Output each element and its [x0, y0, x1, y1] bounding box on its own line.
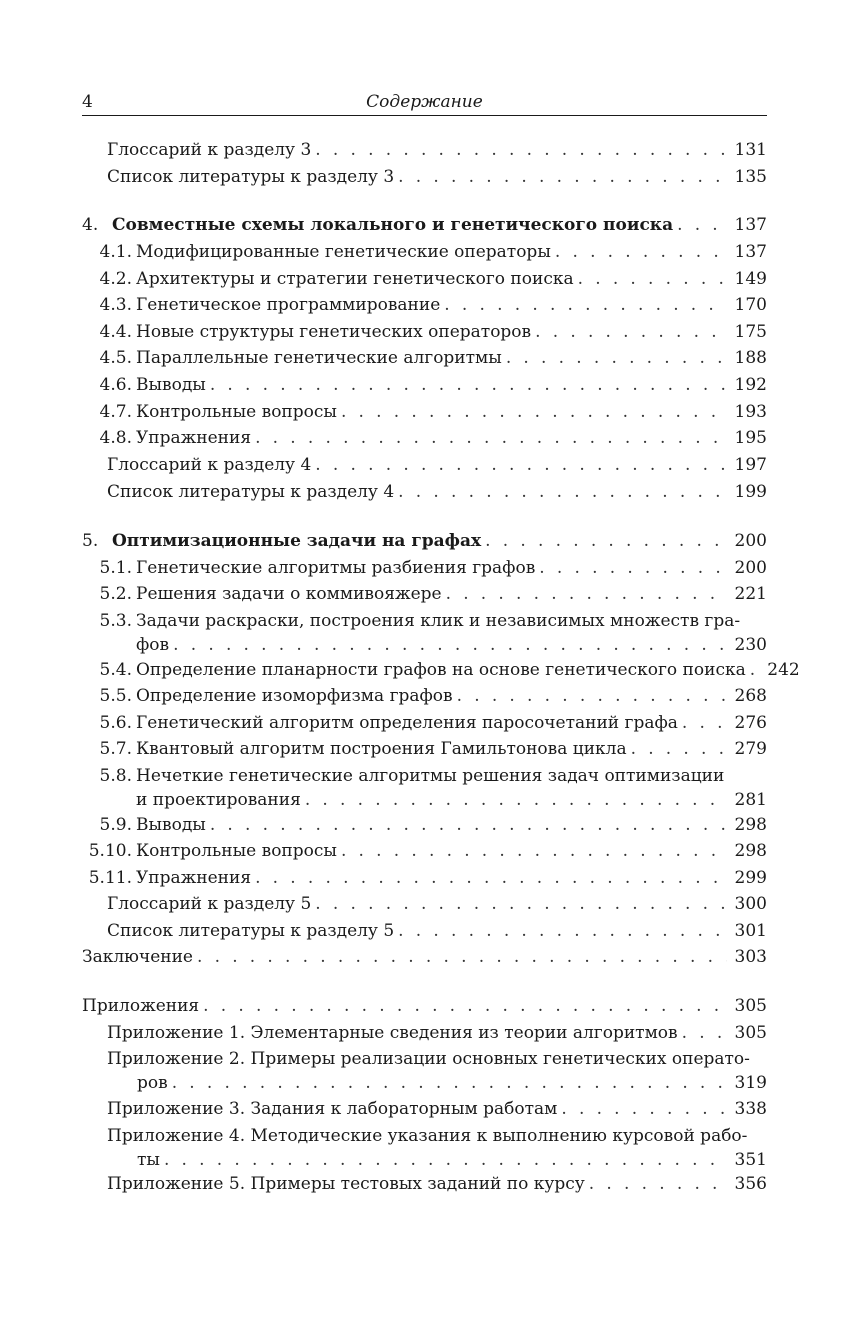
- toc-entry-title: Квантовый алгоритм построения Гамильтонова цикла: [136, 739, 627, 759]
- toc-entry-title: Глоссарий к разделу 3: [107, 140, 312, 160]
- toc-entry-5-4[interactable]: [82, 658, 800, 682]
- toc-page-number: 188: [734, 348, 767, 368]
- header-rule: [82, 115, 767, 116]
- toc-entry-title: Совместные схемы локального и генетического поиска: [112, 215, 674, 235]
- toc-section-number: 5.4.: [99, 660, 132, 680]
- toc-page-number: 298: [734, 841, 767, 861]
- toc-entry-references-5[interactable]: [82, 919, 767, 943]
- toc-entry-appendix-2[interactable]: [82, 1047, 767, 1097]
- toc-entry-title: ров: [137, 1073, 168, 1093]
- toc-entry-5-5[interactable]: [82, 684, 767, 708]
- toc-entry-glossary-4[interactable]: [82, 453, 767, 477]
- leader-dots: [485, 529, 727, 553]
- toc-entry-title: Выводы: [136, 375, 206, 395]
- toc-section-number: 5.8.: [99, 766, 132, 786]
- leader-dots: [305, 788, 727, 812]
- toc-entry-appendix-3[interactable]: [82, 1097, 767, 1121]
- toc-entry-4-4[interactable]: [82, 320, 767, 344]
- toc-entry-title: Архитектуры и стратегии генетического поиска: [136, 269, 574, 289]
- toc-entry-glossary-3[interactable]: [82, 138, 767, 162]
- toc-chapter-4[interactable]: [82, 213, 767, 237]
- leader-dots: [398, 165, 727, 189]
- toc-page-number: 356: [734, 1174, 767, 1194]
- page-number: 4: [82, 92, 93, 112]
- leader-dots: [173, 633, 727, 657]
- toc-page-number: 137: [734, 242, 767, 262]
- toc-entry-5-8[interactable]: [82, 764, 767, 814]
- toc-section-number: 4.6.: [99, 375, 132, 395]
- toc-entry-5-7[interactable]: [82, 737, 767, 761]
- toc-entry-title: Приложение 1. Элементарные сведения из теории алгоритмов: [107, 1023, 678, 1043]
- toc-entry-title: Нечеткие генетические алгоритмы решения задач оптимизации: [136, 766, 725, 786]
- toc-section-number: 4.1.: [99, 242, 132, 262]
- toc-entry-title: Задачи раскраски, построения клик и независимых множеств гра-: [136, 611, 741, 631]
- toc-entry-title: Глоссарий к разделу 5: [107, 894, 312, 914]
- toc-page-number: 299: [734, 868, 767, 888]
- leader-dots: [172, 1071, 727, 1095]
- toc-entry-title: Параллельные генетические алгоритмы: [136, 348, 502, 368]
- toc-section-number: 4.4.: [99, 322, 132, 342]
- toc-entry-title: Генетическое программирование: [136, 295, 441, 315]
- toc-entry-4-7[interactable]: [82, 400, 767, 424]
- toc-entry-5-1[interactable]: [82, 556, 767, 580]
- toc-page-number: 300: [734, 894, 767, 914]
- toc-page-number: 199: [734, 482, 767, 502]
- toc-section-number: 5.5.: [99, 686, 132, 706]
- leader-dots: [535, 320, 727, 344]
- toc-entry-4-8[interactable]: [82, 426, 767, 450]
- toc-section-number: 5.10.: [88, 841, 132, 861]
- toc-section-number: 4.3.: [99, 295, 132, 315]
- toc-entry-4-6[interactable]: [82, 373, 767, 397]
- toc-entry-appendix-5[interactable]: [82, 1172, 767, 1196]
- toc-entry-title: Новые структуры генетических операторов: [136, 322, 532, 342]
- toc-entry-title: Генетический алгоритм определения паросочетаний графа: [136, 713, 678, 733]
- toc-section-number: 4.7.: [99, 402, 132, 422]
- toc-page-number: 305: [734, 996, 767, 1016]
- toc-entry-title: Список литературы к разделу 5: [107, 921, 395, 941]
- toc-page-number: 338: [734, 1099, 767, 1119]
- leader-dots: [341, 839, 727, 863]
- toc-section-number: 5.11.: [88, 868, 132, 888]
- toc-page-number: 131: [734, 140, 767, 160]
- leader-dots: [315, 892, 727, 916]
- toc-page-number: 298: [734, 815, 767, 835]
- leader-dots: [682, 1021, 727, 1045]
- running-header: [82, 92, 767, 116]
- leader-dots: [750, 658, 760, 682]
- leader-dots: [677, 213, 727, 237]
- leader-dots: [255, 426, 727, 450]
- leader-dots: [631, 737, 727, 761]
- leader-dots: [446, 582, 727, 606]
- toc-section-number: 4.: [82, 215, 99, 235]
- toc-page-number: 279: [734, 739, 767, 759]
- toc-page-number: 149: [734, 269, 767, 289]
- toc-entry-title: Генетические алгоритмы разбиения графов: [136, 558, 536, 578]
- leader-dots: [555, 240, 727, 264]
- toc-entry-title: Приложение 4. Методические указания к выполнению курсовой рабо-: [107, 1126, 748, 1146]
- toc-page-number: 268: [734, 686, 767, 706]
- leader-dots: [315, 138, 727, 162]
- page-title: Содержание: [366, 92, 483, 112]
- toc-entry-title: Оптимизационные задачи на графах: [112, 531, 482, 551]
- toc-entry-5-10[interactable]: [82, 839, 767, 863]
- leader-dots: [197, 945, 727, 969]
- toc-page-number: 303: [734, 947, 767, 967]
- toc-section-number: 5.9.: [99, 815, 132, 835]
- toc-entry-references-4[interactable]: [82, 480, 767, 504]
- leader-dots: [578, 267, 727, 291]
- toc-entry-title: Приложения: [82, 996, 200, 1016]
- leader-dots: [457, 684, 727, 708]
- toc-page-number: 319: [734, 1073, 767, 1093]
- toc-entry-5-2[interactable]: [82, 582, 767, 606]
- leader-dots: [255, 866, 727, 890]
- toc-entry-title: Приложение 2. Примеры реализации основных генетических операто-: [107, 1049, 750, 1069]
- toc-section-number: 5.1.: [99, 558, 132, 578]
- toc-entry-title: ты: [137, 1150, 160, 1170]
- toc-page-number: 192: [734, 375, 767, 395]
- toc-entry-5-3[interactable]: [82, 609, 767, 659]
- toc-entry-glossary-5[interactable]: [82, 892, 767, 916]
- toc-entry-title: Список литературы к разделу 3: [107, 167, 395, 187]
- toc-entry-title: и проектирования: [136, 790, 301, 810]
- leader-dots: [444, 293, 727, 317]
- toc-entry-title: Приложение 3. Задания к лабораторным работам: [107, 1099, 558, 1119]
- toc-entry-title: Определение изоморфизма графов: [136, 686, 453, 706]
- toc-page-number: 200: [734, 558, 767, 578]
- toc-entry-4-2[interactable]: [82, 267, 767, 291]
- leader-dots: [682, 711, 727, 735]
- leader-dots: [561, 1097, 727, 1121]
- toc-entry-title: Определение планарности графов на основе генетического поиска: [136, 660, 746, 680]
- toc-entry-title: Упражнения: [136, 868, 252, 888]
- toc-page-number: 197: [734, 455, 767, 475]
- toc-section-number: 5.6.: [99, 713, 132, 733]
- toc-section-number: 5.7.: [99, 739, 132, 759]
- toc-entry-title: Модифицированные генетические операторы: [136, 242, 551, 262]
- toc-entry-title: Список литературы к разделу 4: [107, 482, 395, 502]
- toc-entry-title: Контрольные вопросы: [136, 841, 337, 861]
- leader-dots: [589, 1172, 727, 1196]
- leader-dots: [398, 480, 727, 504]
- toc-entry-title: Заключение: [82, 947, 193, 967]
- toc-page-number: 175: [734, 322, 767, 342]
- toc-section-number: 4.2.: [99, 269, 132, 289]
- toc-entry-4-3[interactable]: [82, 293, 767, 317]
- toc-page-number: 276: [734, 713, 767, 733]
- leader-dots: [506, 346, 727, 370]
- toc-entry-appendix-4[interactable]: [82, 1124, 767, 1174]
- toc-entry-5-6[interactable]: [82, 711, 767, 735]
- leader-dots: [341, 400, 727, 424]
- toc-entry-conclusion[interactable]: [82, 945, 767, 969]
- toc-page-number: 281: [734, 790, 767, 810]
- toc-page-number: 195: [734, 428, 767, 448]
- leader-dots: [210, 813, 727, 837]
- toc-entry-title: Выводы: [136, 815, 206, 835]
- toc-page-number: 170: [734, 295, 767, 315]
- toc-page-number: 305: [734, 1023, 767, 1043]
- toc-entry-title: Приложение 5. Примеры тестовых заданий по курсу: [107, 1174, 585, 1194]
- toc-section-number: 4.5.: [99, 348, 132, 368]
- toc-entry-5-9[interactable]: [82, 813, 767, 837]
- toc-page-number: 242: [767, 660, 800, 680]
- toc-section-number: 5.2.: [99, 584, 132, 604]
- toc-page-number: 137: [734, 215, 767, 235]
- toc-entry-5-11[interactable]: [82, 866, 767, 890]
- toc-page-number: 351: [734, 1150, 767, 1170]
- toc-entry-title: фов: [136, 635, 170, 655]
- toc-section-number: 5.: [82, 531, 99, 551]
- leader-dots: [164, 1148, 727, 1172]
- toc-section-number: 5.3.: [99, 611, 132, 631]
- toc-entry-appendices[interactable]: [82, 994, 767, 1018]
- toc-page-number: 200: [734, 531, 767, 551]
- toc-page-number: 135: [734, 167, 767, 187]
- leader-dots: [315, 453, 727, 477]
- toc-entry-4-5[interactable]: [82, 346, 767, 370]
- leader-dots: [398, 919, 727, 943]
- toc-page-number: 230: [734, 635, 767, 655]
- leader-dots: [210, 373, 727, 397]
- toc-chapter-5[interactable]: [82, 529, 767, 553]
- leader-dots: [539, 556, 727, 580]
- toc-entry-title: Глоссарий к разделу 4: [107, 455, 312, 475]
- leader-dots: [203, 994, 727, 1018]
- toc-page-number: 301: [734, 921, 767, 941]
- toc-entry-title: Упражнения: [136, 428, 252, 448]
- toc-page-number: 193: [734, 402, 767, 422]
- toc-entry-4-1[interactable]: [82, 240, 767, 264]
- toc-entry-appendix-1[interactable]: [82, 1021, 767, 1045]
- toc-entry-title: Решения задачи о коммивояжере: [136, 584, 442, 604]
- toc-page-number: 221: [734, 584, 767, 604]
- toc-section-number: 4.8.: [99, 428, 132, 448]
- toc-entry-references-3[interactable]: [82, 165, 767, 189]
- toc-entry-title: Контрольные вопросы: [136, 402, 337, 422]
